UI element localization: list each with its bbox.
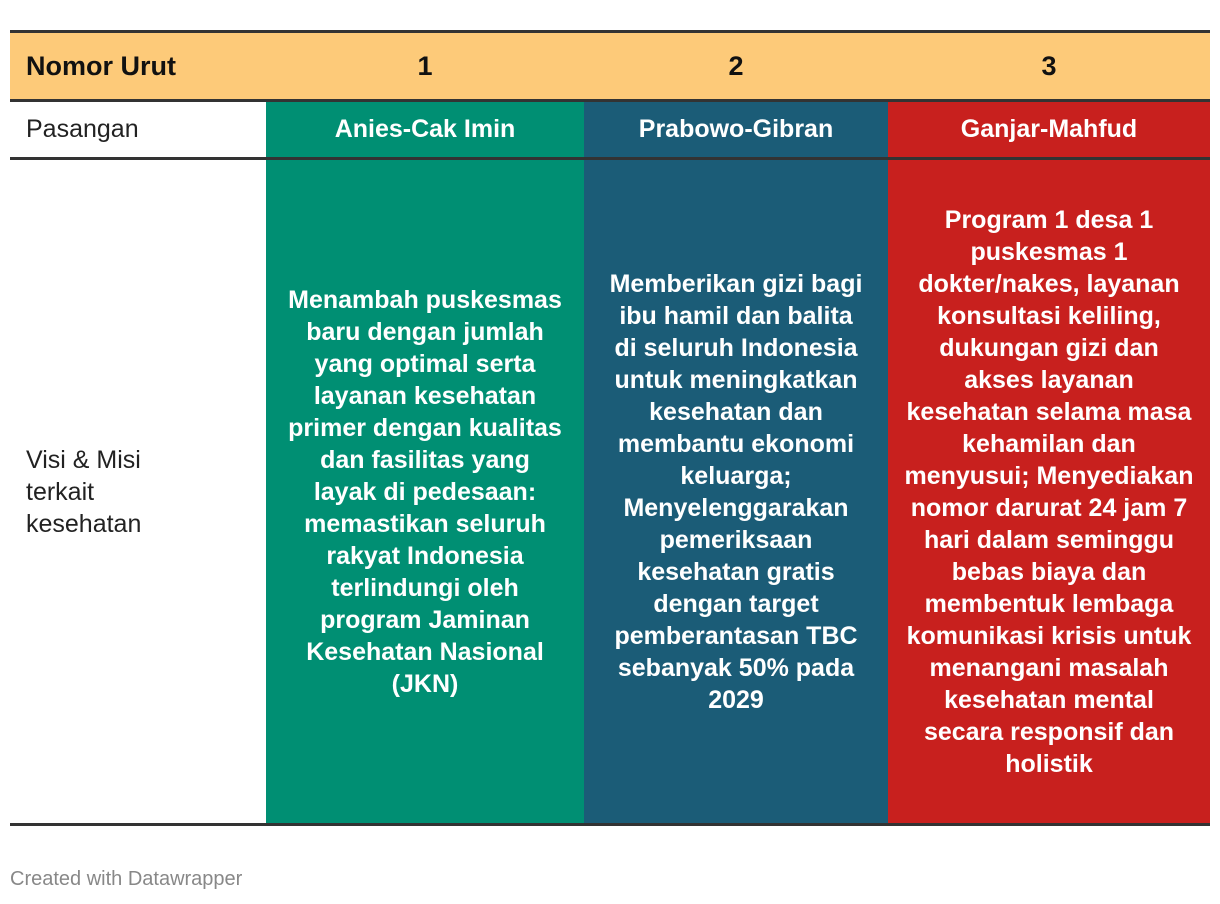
visi-cell-2 [584, 160, 888, 823]
pair-row-label: Pasangan [10, 102, 266, 157]
header-label: Nomor Urut [26, 50, 176, 81]
visi-row-label [10, 160, 266, 823]
visi-text-3: Program 1 desa 1 puskesmas 1 dokter/nakes, layanan konsultasi keliling, dukungan gizi dan akses layanan kesehatan selama masa kehamilan dan menyusui; Menyediakan nomor darurat 24 jam 7 hari dalam seminggu bebas biaya dan membentuk lembaga komunikasi krisis untuk menangani masalah kesehatan mental secara responsif dan holistik [904, 205, 1194, 778]
header-number-1: 1 [417, 50, 433, 81]
visi-misi-row [10, 160, 1210, 826]
pair-row [10, 102, 1210, 160]
header-row [10, 30, 1210, 102]
visi-text-1: Menambah puskesmas baru dengan jumlah yang optimal serta layanan kesehatan primer dengan kualitas dan fasilitas yang layak di pedesaan: memastikan seluruh rakyat Indonesia terlindungi oleh program Jaminan Kesehatan Nasional (JKN) [288, 285, 562, 698]
visi-text-2: Memberikan gizi bagi ibu hamil dan balita di seluruh Indonesia untuk meningkatkan kesehatan dan membantu ekonomi keluarga; Menyelenggarakan pemeriksaan kesehatan gratis dengan target pemberantasan TBC sebanyak 50% pada 2029 [609, 269, 863, 714]
header-number-3: 3 [1041, 50, 1057, 81]
header-number-2: 2 [728, 50, 744, 81]
footer-credit[interactable]: Created with Datawrapper [10, 868, 243, 890]
visi-row-label-text: Visi & Misi terkait kesehatan [26, 445, 142, 538]
visi-cell-1 [266, 160, 584, 823]
pair-cell-1: Anies-Cak Imin [266, 102, 584, 157]
pair-cell-3: Ganjar-Mahfud [888, 102, 1210, 157]
candidate-health-table [10, 30, 1210, 826]
pair-cell-2: Prabowo-Gibran [584, 102, 888, 157]
visi-cell-3 [888, 160, 1210, 823]
